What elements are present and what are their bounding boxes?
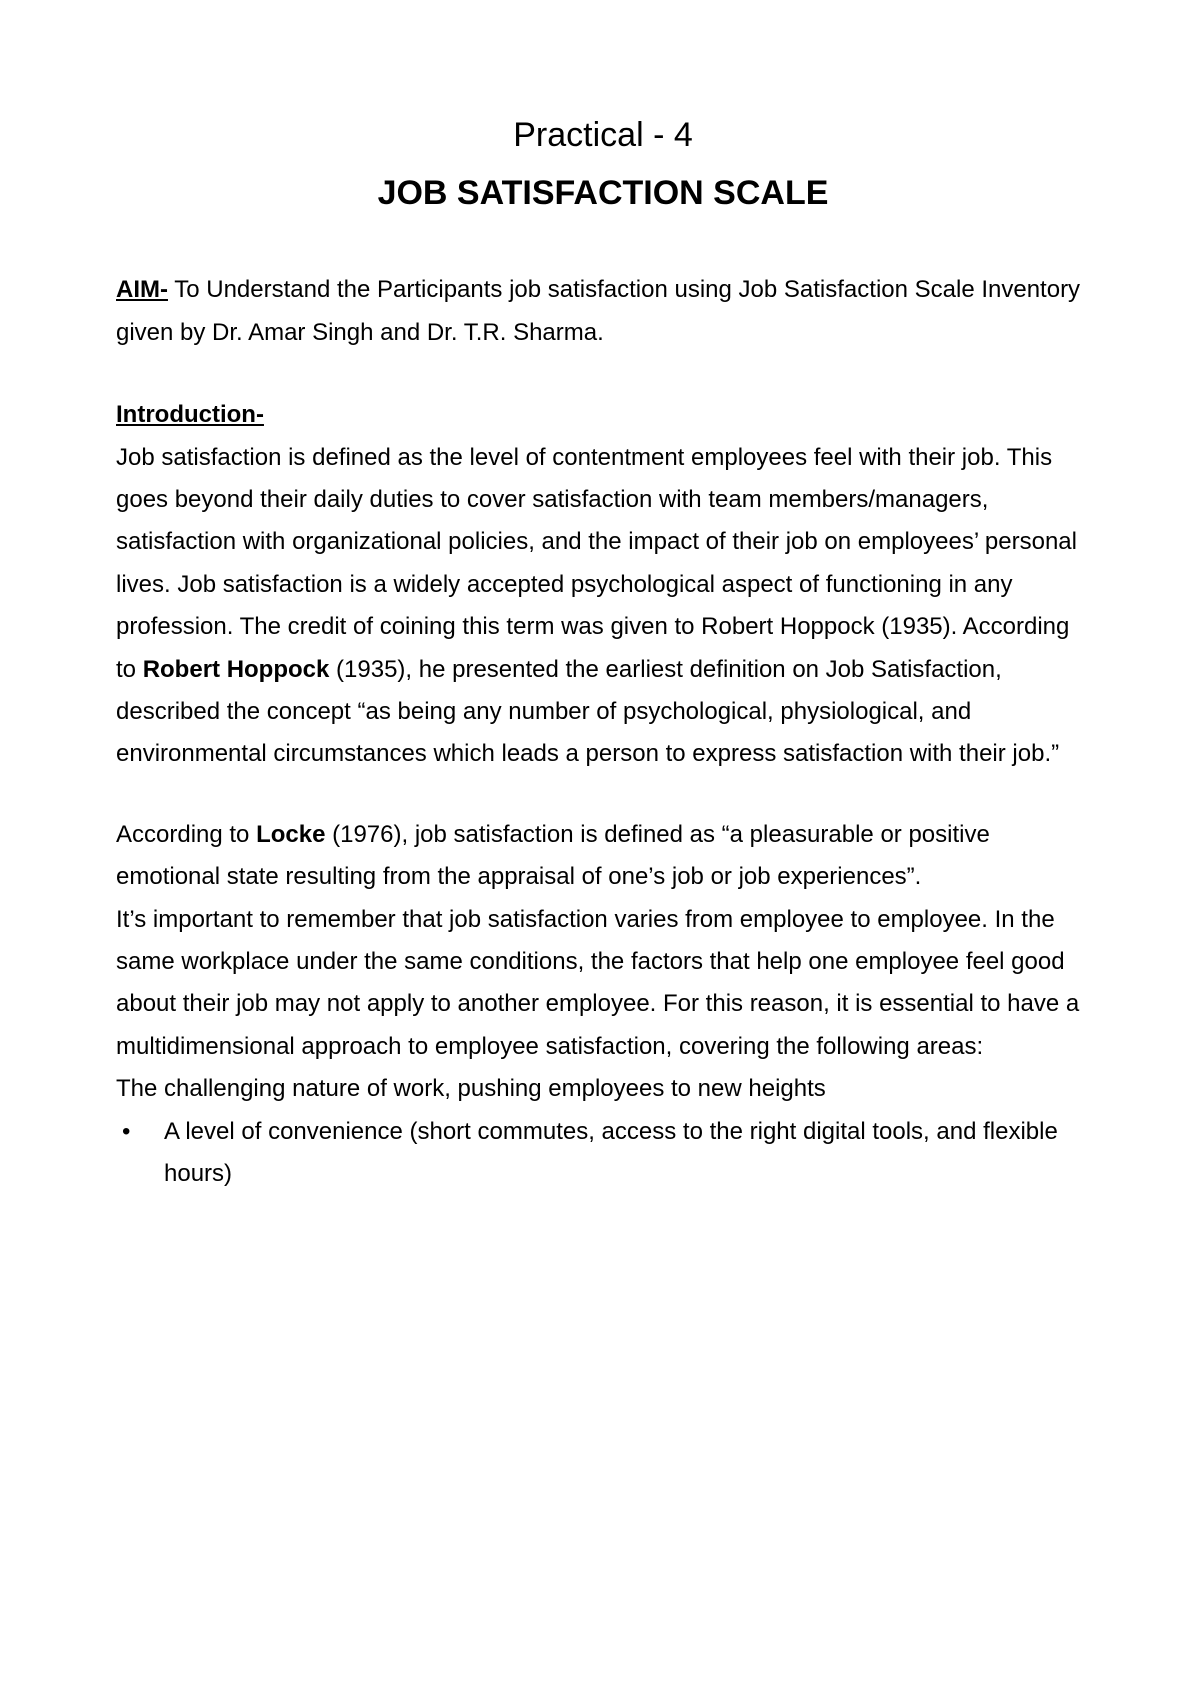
introduction-heading [116, 394, 1090, 437]
paragraph-2-text-a: According to [116, 820, 257, 848]
aim-text: To Understand the Participants job satisfaction using Job Satisfaction Scale Inventory given by Dr. Amar Singh and Dr. T.R. Sharma. [116, 276, 1081, 346]
introduction-heading-label: Introduction- [116, 401, 264, 428]
paragraph-1-bold-name: Robert Hoppock [142, 655, 330, 683]
introduction-paragraph-2 [116, 814, 1090, 899]
paragraph-2-bold-name: Locke [256, 820, 326, 848]
bullet-item [116, 1111, 1090, 1196]
introduction-paragraph-3: It’s important to remember that job satisfaction varies from employee to employee. In the same workplace under the same conditions, the factors that help one employee feel good about their job may not apply to another employee. For this reason, it is essential to have a multidimensional approach to employee satisfaction, covering the following areas: [116, 905, 1080, 1060]
aim-label: AIM- [116, 276, 168, 303]
bullet-text: A level of convenience (short commutes, access to the right digital tools, and flexible hours) [164, 1117, 1058, 1187]
paragraph-1-text-b: (1935), he presented the earliest definition on Job Satisfaction, described the concept “as being any number of psychological, physiological, and environmental circumstances which leads a person to express satisfaction with their job.” [116, 655, 1060, 768]
page-title: Practical - 4 [513, 116, 693, 154]
introduction-paragraph-4: The challenging nature of work, pushing employees to new heights [116, 1075, 826, 1103]
paragraph-2-text-b: (1976), job satisfaction is defined as “a pleasurable or positive emotional state resulting from the appraisal of one’s job or job experiences”. [116, 820, 990, 891]
bullet-marker: • [122, 1117, 131, 1145]
areas-bullet-list [116, 1111, 1090, 1196]
paragraph-1-text-a: Job satisfaction is defined as the level of contentment employees feel with their job. This goes beyond their daily duties to cover satisfaction with team members/managers, satisfaction with organizational policies, and the impact of their job on employees’ personal lives. Job satisfaction is a widely accepted psychological aspect of functioning in any profession. The credit of coining this term was given to Robert Hoppock (1935). According to [116, 443, 1077, 683]
page-subtitle: JOB SATISFACTION SCALE [377, 174, 829, 212]
introduction-paragraph-1 [116, 437, 1090, 776]
aim-section [116, 269, 1090, 354]
